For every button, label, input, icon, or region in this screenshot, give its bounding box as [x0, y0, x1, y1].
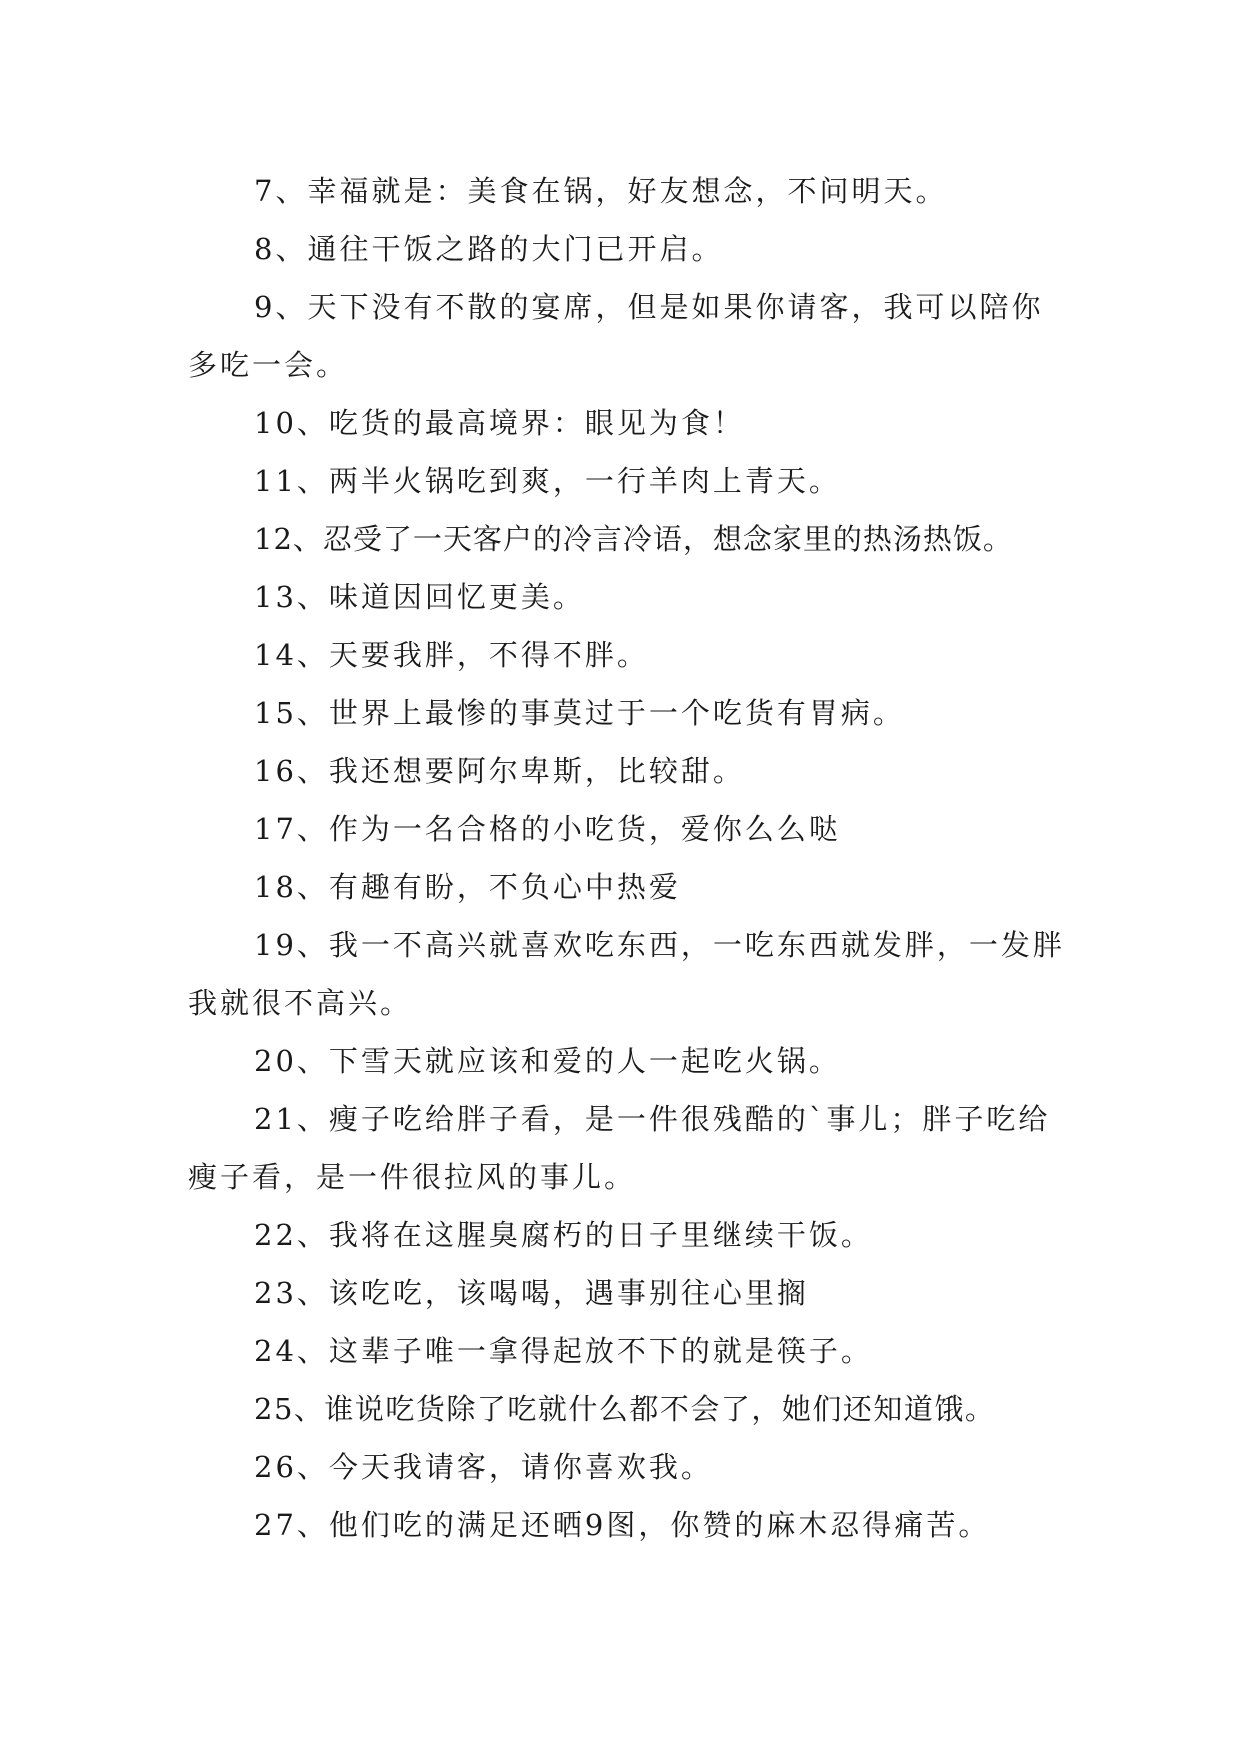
paragraph-19: 19、我一不高兴就喜欢吃东西，一吃东西就发胖，一发胖我就很不高兴。 [188, 928, 1065, 1020]
paragraph-16: 16、我还想要阿尔卑斯，比较甜。 [254, 754, 745, 788]
paragraph-23: 23、该吃吃，该喝喝，遇事别往心里搁 [254, 1276, 809, 1310]
document-body [188, 162, 1068, 1554]
paragraph-21: 21、瘦子吃给胖子看，是一件很残酷的`事儿；胖子吃给瘦子看，是一件很拉风的事儿。 [188, 1102, 1051, 1194]
paragraph-27: 27、他们吃的满足还晒9图，你赞的麻木忍得痛苦。 [254, 1508, 991, 1542]
paragraph-7: 7、幸福就是：美食在锅，好友想念，不问明天。 [254, 174, 948, 208]
paragraph-22: 22、我将在这腥臭腐朽的日子里继续干饭。 [254, 1218, 873, 1252]
paragraph-11: 11、两半火锅吃到爽，一行羊肉上青天。 [254, 464, 841, 498]
paragraph-8: 8、通往干饭之路的大门已开启。 [254, 232, 724, 266]
paragraph-25: 25、谁说吃货除了吃就什么都不会了，她们还知道饿。 [254, 1392, 996, 1426]
paragraph-9: 9、天下没有不散的宴席，但是如果你请客，我可以陪你多吃一会。 [188, 290, 1044, 382]
paragraph-17: 17、作为一名合格的小吃货，爱你么么哒 [254, 812, 841, 846]
paragraph-14: 14、天要我胖，不得不胖。 [254, 638, 649, 672]
paragraph-20: 20、下雪天就应该和爱的人一起吃火锅。 [254, 1044, 841, 1078]
paragraph-15: 15、世界上最惨的事莫过于一个吃货有胃病。 [254, 696, 905, 730]
paragraph-24: 24、这辈子唯一拿得起放不下的就是筷子。 [254, 1334, 873, 1368]
paragraph-26: 26、今天我请客，请你喜欢我。 [254, 1450, 713, 1484]
paragraph-10: 10、吃货的最高境界：眼见为食！ [254, 406, 745, 440]
paragraph-12: 12、忍受了一天客户的冷言冷语，想念家里的热汤热饭。 [254, 522, 1013, 556]
paragraph-18: 18、有趣有盼，不负心中热爱 [254, 870, 681, 904]
paragraph-13: 13、味道因回忆更美。 [254, 580, 585, 614]
